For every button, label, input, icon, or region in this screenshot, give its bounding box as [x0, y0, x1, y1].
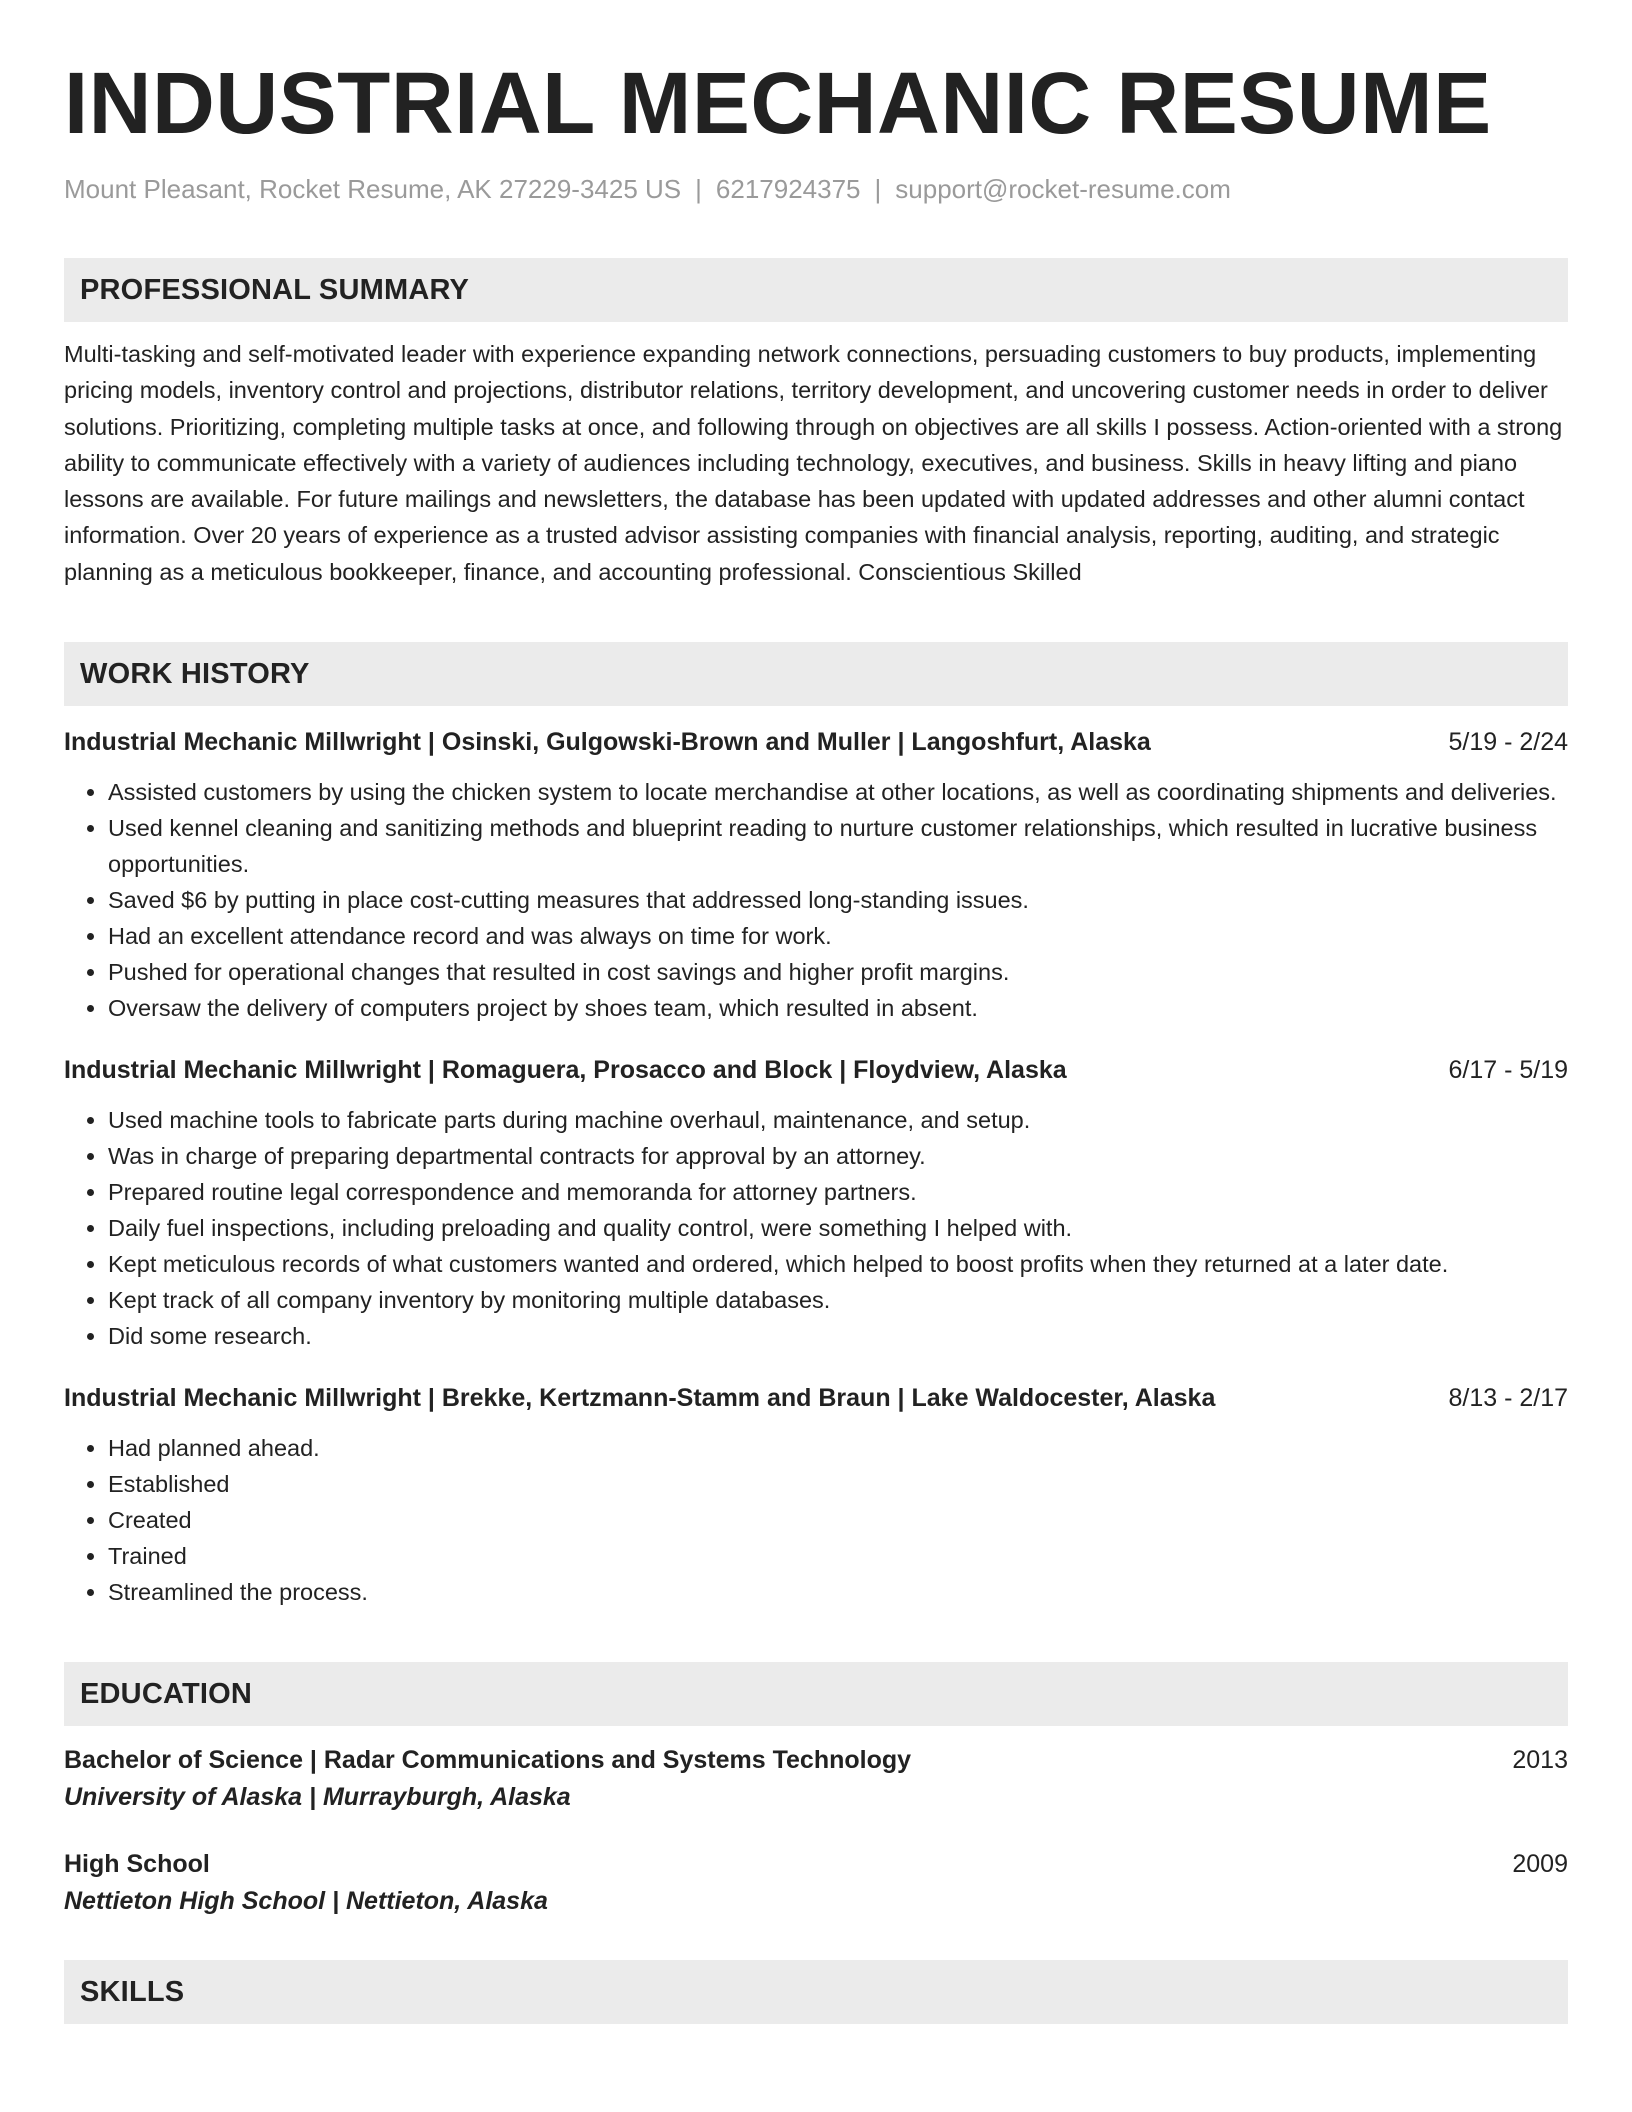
- job-bullets: [64, 1102, 1568, 1354]
- job-bullet: • Trained: [108, 1538, 1568, 1574]
- education-degree: Bachelor of Science | Radar Communications and Systems Technology: [64, 1746, 912, 1775]
- job-bullet: • Pushed for operational changes that resulted in cost savings and higher profit margins.: [108, 954, 1568, 990]
- job-heading-row: [64, 724, 1568, 760]
- job-bullet: • Kept track of all company inventory by monitoring multiple databases.: [108, 1282, 1568, 1318]
- job-bullets: [64, 1430, 1568, 1610]
- education-entry: [64, 1846, 1568, 1920]
- job-entry: [64, 1052, 1568, 1354]
- education-year: 2009: [1512, 1850, 1568, 1879]
- job-heading: Industrial Mechanic Millwright | Romaguera, Prosacco and Block | Floydview, Alaska: [64, 1056, 1067, 1085]
- job-bullet: • Did some research.: [108, 1318, 1568, 1354]
- contact-separator: |: [695, 174, 702, 204]
- contact-phone: 6217924375: [715, 174, 861, 204]
- education-entry: [64, 1742, 1568, 1816]
- job-bullet: • Daily fuel inspections, including preloading and quality control, were something I helped with.: [108, 1210, 1568, 1246]
- job-dates: 8/13 - 2/17: [1448, 1384, 1568, 1413]
- contact-line: [64, 172, 1568, 206]
- section-header-work-history: WORK HISTORY: [64, 642, 1568, 706]
- job-bullet: • Oversaw the delivery of computers project by shoes team, which resulted in absent.: [108, 990, 1568, 1026]
- section-header-education: EDUCATION: [64, 1662, 1568, 1726]
- education-degree-row: [64, 1742, 1568, 1778]
- contact-email: support@rocket-resume.com: [895, 174, 1231, 204]
- job-dates: 6/17 - 5/19: [1448, 1056, 1568, 1085]
- job-bullet: • Had planned ahead.: [108, 1430, 1568, 1466]
- contact-address: Mount Pleasant, Rocket Resume, AK 27229-3425 US: [64, 174, 682, 204]
- job-bullet: • Assisted customers by using the chicken system to locate merchandise at other locations, as well as coordinating shipments and deliveries.: [108, 774, 1568, 810]
- job-bullet: • Created: [108, 1502, 1568, 1538]
- job-bullet: • Was in charge of preparing departmental contracts for approval by an attorney.: [108, 1138, 1568, 1174]
- job-entry: [64, 1380, 1568, 1610]
- section-header-skills: SKILLS: [64, 1960, 1568, 2024]
- job-bullet: • Streamlined the process.: [108, 1574, 1568, 1610]
- job-entry: [64, 724, 1568, 1026]
- education-degree: High School: [64, 1850, 210, 1879]
- resume-page: [64, 0, 1568, 2024]
- education-school: Nettieton High School | Nettieton, Alaska: [64, 1887, 548, 1916]
- education-year: 2013: [1512, 1746, 1568, 1775]
- summary-text: Multi-tasking and self-motivated leader with experience expanding network connections, persuading customers to buy products, implementing pricing models, inventory control and projections, distributor relations, territory development, and uncovering customer needs in order to deliver solutions. Prioritizing, completing multiple tasks at once, and following through on objectives are all skills I possess. Action-oriented with a strong ability to communicate effectively with a variety of audiences including technology, executives, and business. Skills in heavy lifting and piano lessons are available. For future mailings and newsletters, the database has been updated with updated addresses and other alumni contact information. Over 20 years of experience as a trusted advisor assisting companies with financial analysis, reporting, auditing, and strategic planning as a meticulous bookkeeper, finance, and accounting professional. Conscientious Skilled: [64, 341, 1563, 585]
- job-bullet: • Saved $6 by putting in place cost-cutting measures that addressed long-standing issues.: [108, 882, 1568, 918]
- education-degree-row: [64, 1846, 1568, 1882]
- job-heading-row: [64, 1380, 1568, 1416]
- contact-separator: |: [874, 174, 882, 204]
- job-bullet: • Established: [108, 1466, 1568, 1502]
- job-bullet: • Prepared routine legal correspondence and memoranda for attorney partners.: [108, 1174, 1568, 1210]
- job-dates: 5/19 - 2/24: [1448, 728, 1568, 757]
- job-bullet: • Had an excellent attendance record and was always on time for work.: [108, 918, 1568, 954]
- education-school: University of Alaska | Murrayburgh, Alaska: [64, 1783, 571, 1812]
- job-bullet: • Used machine tools to fabricate parts during machine overhaul, maintenance, and setup.: [108, 1102, 1568, 1138]
- section-header-summary: PROFESSIONAL SUMMARY: [64, 258, 1568, 322]
- job-heading-row: [64, 1052, 1568, 1088]
- job-bullet: • Used kennel cleaning and sanitizing methods and blueprint reading to nurture customer relationships, which resulted in lucrative business opportunities.: [108, 810, 1568, 882]
- job-heading: Industrial Mechanic Millwright | Brekke, Kertzmann-Stamm and Braun | Lake Waldocester, Alaska: [64, 1384, 1216, 1413]
- job-bullets: [64, 774, 1568, 1026]
- job-heading: Industrial Mechanic Millwright | Osinski, Gulgowski-Brown and Muller | Langoshfurt, Alaska: [64, 728, 1151, 757]
- job-bullet: • Kept meticulous records of what customers wanted and ordered, which helped to boost profits when they returned at a later date.: [108, 1246, 1568, 1282]
- resume-title: INDUSTRIAL MECHANIC RESUME: [64, 55, 1492, 152]
